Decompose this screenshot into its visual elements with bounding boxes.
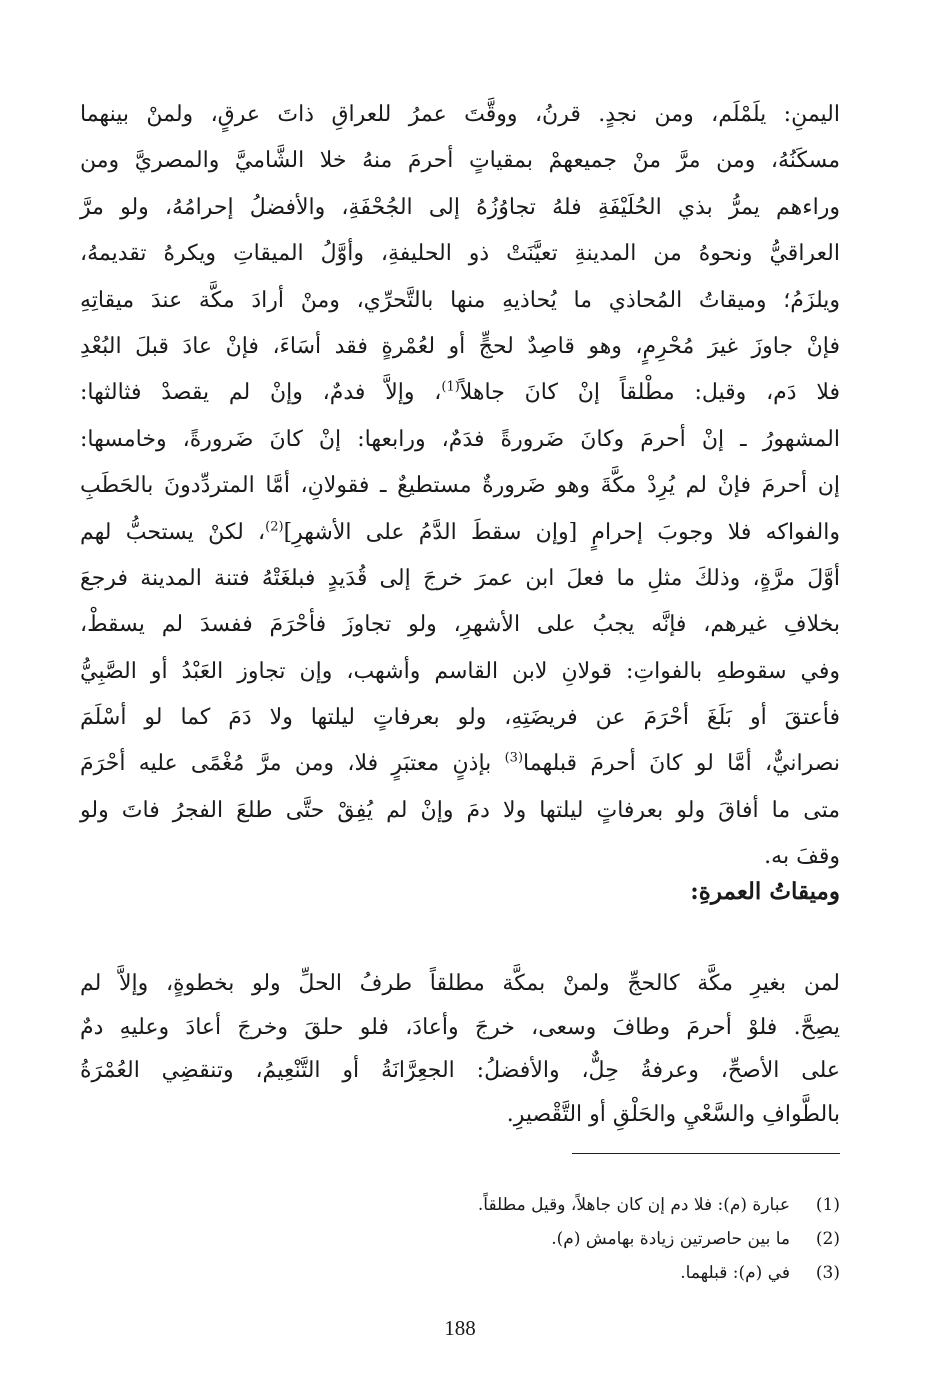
text-segment: ، وإلاَّ فدمٌ، وإنْ لم يقصدْ فثالثها: (80, 380, 442, 406)
text-line: العراقيُّ ونحوهُ من المدينةِ تعيَّنَتْ ذو الحليفةِ، وأوَّلُ الميقاتِ ويكرهُ تقديمهُ، (80, 241, 840, 267)
text-segment: نصرانيٌّ، أمَّا لو كانَ أحرمَ قبلهما (523, 751, 840, 777)
text-segment: ، لكنْ يستحبُّ لهم (80, 519, 266, 545)
text-line: ويلزَمُ؛ وميقاتُ المُحاذي ما يُحاذيهِ منها بالتَّحرِّي، ومنْ أرادَ مكَّة عندَ ميقاتِهِ (80, 287, 840, 313)
footnote-item (80, 1222, 840, 1256)
text-line-with-footnote (80, 741, 840, 787)
footnote-item (80, 1188, 840, 1222)
footnote-item (80, 1256, 840, 1290)
text-line: وراءهم يمرُّ بذي الحُلَيْفَةِ فلهُ تجاوُزُهُ إلى الجُحْفَةِ، والأفضلُ إحرامُهُ، ولو مرَّ (80, 194, 840, 220)
text-line: وفي سقوطهِ بالفواتِ: قولانِ لابن القاسم وأشهب، وإن تجاوز العَبْدُ أو الصَّبِيُّ (80, 658, 840, 684)
text-line: إن أحرمَ فإنْ لم يُرِدْ مكَّةَ وهو ضَرورةٌ مستطيعٌ ـ فقولانِ، أمَّا المتردِّدونَ بالحَطَبِ (80, 473, 840, 499)
footnotes-list (80, 1188, 840, 1290)
text-segment: فلا دَم، وقيل: مطْلقاً إنْ كانَ جاهلاً (459, 380, 840, 406)
text-segment: بإذنٍ معتبَرٍ فلا، ومن مرَّ مُغْمًى عليه أحْرَمَ (80, 751, 505, 777)
text-line: وقفَ به. (764, 844, 840, 870)
text-line: بالطَّوافِ والسَّعْيِ والحَلْقِ أو التَّقْصيرِ. (506, 1101, 840, 1127)
text-line: يصِحَّ. فلوْ أحرمَ وطافَ وسعى، خرجَ وأعادَ، فلو حلقَ وخرجَ أعادَ وعليهِ دمٌ (80, 1014, 840, 1040)
text-line: أوَّلَ مرَّةٍ، وذلكَ مثلِ ما فعلَ ابن عمرَ خرجَ إلى قُدَيدٍ فبلغَتْهُ فتنة المدينة فرجعَ (80, 565, 840, 591)
text-line: على الأصحِّ، وعرفةُ حِلٌّ، والأفضلُ: الجعِرَّانَةُ أو التَّنْعِيمُ، وتنقضِي العُمْرَةُ (80, 1058, 840, 1083)
umrah-paragraph (80, 962, 840, 1136)
text-line-with-footnote (80, 370, 840, 416)
footnote-ref-1: (1) (441, 380, 460, 396)
footnote-text: عبارة (م): فلا دم إن كان جاهلاً، وقيل مطلقاً. (477, 1195, 790, 1215)
text-line: اليمنِ: يلَمْلَم، ومن نجدٍ. قرنُ، ووقَّتَ عمرُ للعراقِ ذاتَ عرقٍ، ولمنْ بينهما (80, 102, 840, 127)
footnote-text: في (م): قبلهما. (680, 1263, 790, 1283)
text-line: مسكَنُهُ، ومن مرَّ منْ جميعهمْ بمقياتٍ أحرمَ منهُ خلا الشَّاميَّ والمصريَّ ومن (80, 148, 840, 174)
text-line: فأعتقَ أو بَلَغَ أحْرَمَ عن فريضَتِهِ، ولو بعرفاتٍ ليلتها ولا دَمَ كما لو أسْلَمَ (80, 705, 840, 731)
footnote-number: (2) (815, 1229, 840, 1249)
footnote-separator (572, 1153, 840, 1154)
page-number: 188 (444, 1316, 476, 1340)
footnote-text: ما بين حاصرتين زيادة بهامش (م). (551, 1229, 790, 1249)
footnote-ref-3: (3) (504, 751, 524, 767)
text-line: لمن بغيرِ مكَّة كالحجِّ ولمنْ بمكَّة مطلقاً طرفُ الحلِّ ولو بخطوةٍ، وإلاَّ لم (80, 971, 840, 996)
footnote-number: (3) (815, 1263, 840, 1283)
text-segment: والفواكه فلا وجوبَ إحرامٍ [وإن سقطَ الدَّمُ على الأشهرِ] (283, 519, 840, 545)
text-line-with-footnote (80, 510, 840, 556)
footnote-ref-2: (2) (265, 519, 284, 535)
main-paragraph (80, 92, 840, 881)
section-heading: وميقاتُ العمرةِ: (690, 878, 840, 905)
text-line: متى ما أفاقَ ولو بعرفاتٍ ليلتها ولا دمَ وإنْ لم يُفِقْ حتَّى طلعَ الفجرُ فاتَ ولو (80, 797, 840, 823)
text-line: بخلافِ غيرهم، فإنَّه يجبُ على الأشهرِ، ولو تجاوزَ فأحْرَمَ ففسدَ لم يسقطْ، (80, 612, 840, 638)
text-line: المشهورُ ـ إنْ أحرمَ وكانَ ضَرورةً فدَمٌ، ورابعها: إنْ كانَ ضَرورةً، وخامسها: (80, 426, 840, 452)
footnote-number: (1) (815, 1195, 840, 1215)
text-line: فإنْ جاوزَ غيرَ مُحْرِمٍ، وهو قاصِدٌ لحجٍّ أو لعُمْرةٍ فقد أسَاءَ، فإنْ عادَ قبلَ البُعْدِ (80, 333, 840, 359)
book-page (80, 0, 840, 1400)
